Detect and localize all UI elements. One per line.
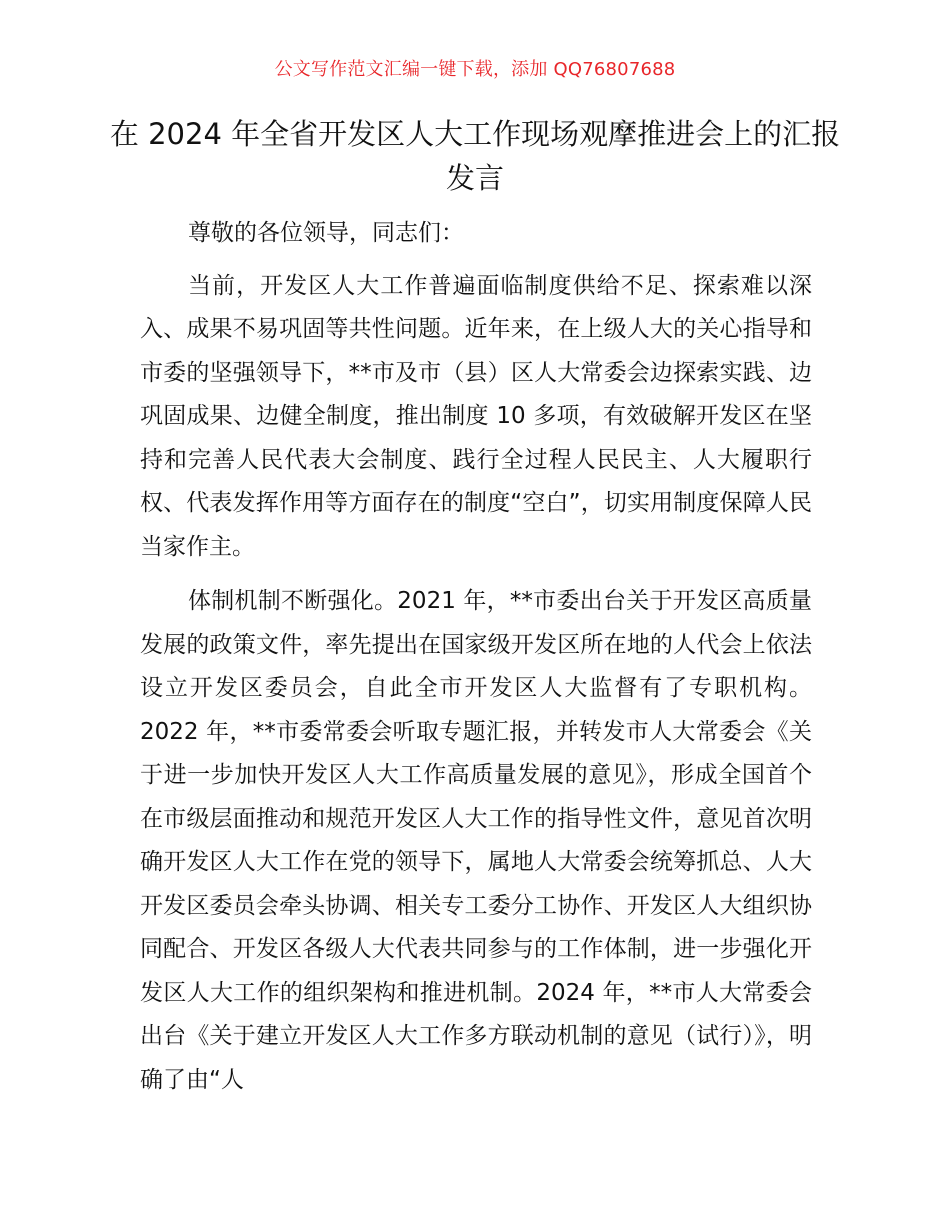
paragraph: 体制机制不断强化。2021 年，**市委出台关于开发区高质量发展的政策文件，率先提出在国家级开发区所在地的人代会上依法设立开发区委员会，自此全市开发区人大监督有了专职机构。2022 年，**市委常委会听取专题汇报，并转发市人大常委会《关于进一步加快开发区人大工作高质量发展的意见》，形成全国首个在市级层面推动和规范开发区人大工作的指导性文件，意见首次明确开发区人大工作在党的领导下，属地人大常委会统筹抓总、人大开发区委员会牵头协调、相关专工委分工协作、开发区人大组织协同配合、开发区各级人大代表共同参与的工作体制，进一步强化开发区人大工作的组织架构和推进机制。2024 年，**市人大常委会出台《关于建立开发区人大工作多方联动机制的意见（试行）》，明确了由“人 bbox=[140, 588, 812, 1093]
salutation: 尊敬的各位领导，同志们： bbox=[188, 220, 464, 246]
document-title: 在 2024 年全省开发区人大工作现场观摩推进会上的汇报发言 bbox=[109, 117, 841, 195]
document-body bbox=[140, 212, 812, 1102]
download-banner[interactable]: 公文写作范文汇编一键下载，添加 QQ76807688 bbox=[274, 59, 676, 80]
paragraph: 当前，开发区人大工作普遍面临制度供给不足、探索难以深入、成果不易巩固等共性问题。近年来，在上级人大的关心指导和市委的坚强领导下，**市及市（县）区人大常委会边探索实践、边巩固成果、边健全制度，推出制度 10 多项，有效破解开发区在坚持和完善人民代表大会制度、践行全过程人民民主、人大履职行权、代表发挥作用等方面存在的制度“空白”，切实用制度保障人民当家作主。 bbox=[140, 272, 812, 560]
